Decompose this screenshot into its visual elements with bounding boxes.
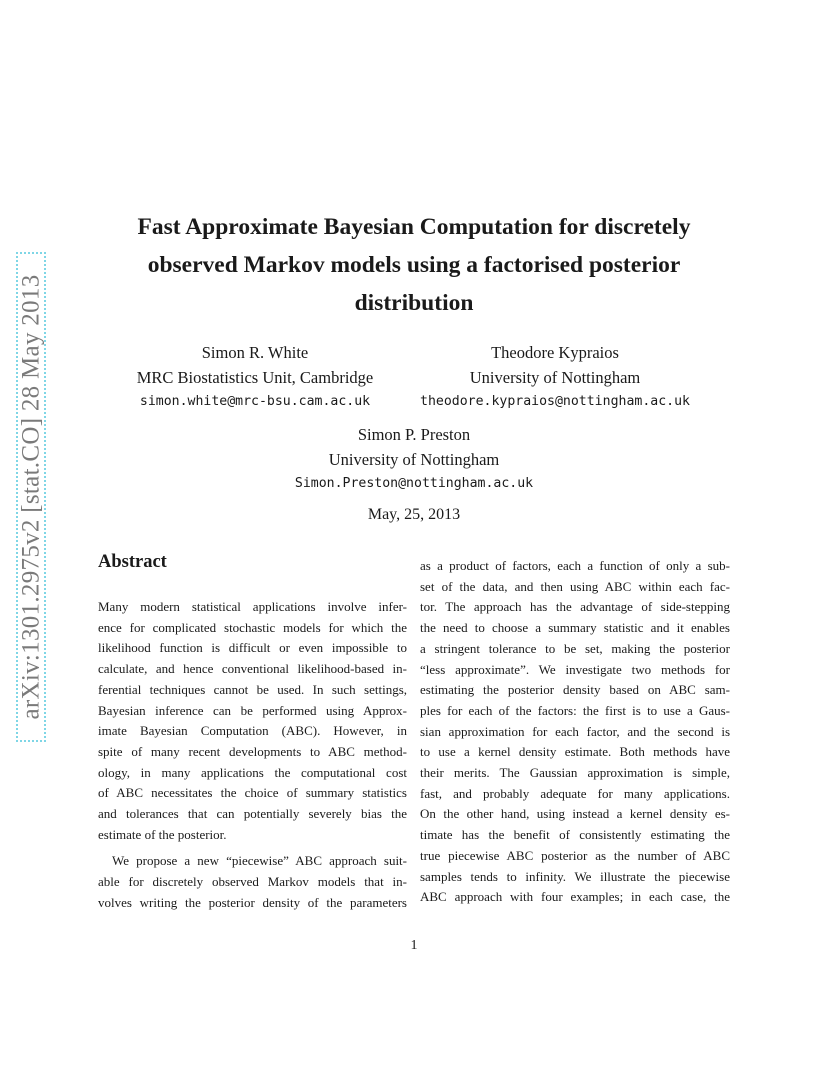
text-line: fast, and probably adequate for many applications. — [420, 785, 730, 801]
text-line: spite of many recent developments to ABC method- — [98, 743, 407, 759]
author-name: Simon P. Preston — [357, 425, 471, 444]
paper-title — [90, 208, 738, 322]
text-line: able for discretely observed Markov models that in- — [98, 874, 407, 890]
text-line: volves writing the posterior density of the parameters — [98, 894, 407, 910]
text-line: set of the data, and then using ABC within each fac- — [420, 578, 730, 594]
title-line: observed Markov models using a factorised posterior — [147, 252, 681, 278]
text-line: On the other hand, using instead a kernel density es- — [420, 806, 730, 822]
text-line: Bayesian inference can be performed using Approx- — [98, 702, 407, 718]
author-block-2 — [405, 341, 705, 415]
author-affiliation: MRC Biostatistics Unit, Cambridge — [136, 367, 374, 387]
author-affiliation: University of Nottingham — [328, 449, 500, 469]
page-number: 1 — [410, 938, 418, 953]
text-line: samples tends to infinity. We illustrate the piecewise — [420, 868, 730, 884]
text-line: sian approximation for each factor, and the second is — [420, 723, 730, 739]
abstract-paragraph-2 — [98, 851, 407, 913]
text-line: estimate of the posterior. — [98, 826, 227, 842]
text-line: of ABC necessitates the choice of summary statistics — [98, 785, 407, 801]
author-email[interactable]: simon.white@mrc-bsu.cam.ac.uk — [139, 394, 371, 409]
text-line: as a product of factors, each a function of only a sub- — [420, 558, 730, 573]
text-line: their merits. The Gaussian approximation is simple, — [420, 765, 730, 781]
text-line: tor. The approach has the advantage of side-stepping — [420, 599, 730, 615]
text-line: likelihood function is difficult or even impossible to — [98, 640, 407, 656]
abstract-right-column — [420, 556, 730, 908]
text-line: true piecewise ABC posterior as the number of ABC — [420, 847, 730, 863]
author-block-1 — [110, 341, 400, 415]
text-line: ology, in many applications the computational cost — [98, 764, 407, 780]
text-line: ferential techniques cannot be used. In such settings, — [98, 681, 407, 697]
paper-date: May, 25, 2013 — [367, 506, 461, 523]
abstract-left-column — [98, 597, 407, 914]
text-line: timate has the benefit of consistently estimating the — [420, 827, 730, 843]
text-line: We propose a new “piecewise” ABC approach suit- — [112, 853, 407, 869]
abstract-paragraph-2-continued — [420, 556, 730, 908]
text-line: ence for complicated stochastic models for which the — [98, 619, 407, 635]
text-line: Many modern statistical applications involve infer- — [98, 599, 407, 614]
text-line: a stringent tolerance to be set, making the posterior — [420, 640, 730, 656]
title-line: distribution — [354, 290, 474, 316]
author-email[interactable]: Simon.Preston@nottingham.ac.uk — [294, 476, 534, 491]
text-line: to use a kernel density estimate. Both methods have — [420, 744, 730, 760]
text-line: ples for each of the factors: the first is to use a Gaus- — [420, 702, 730, 718]
abstract-heading: Abstract — [98, 552, 167, 572]
text-line: imate Bayesian Computation (ABC). However, in — [98, 723, 407, 739]
text-line: the need to choose a summary statistic and it enables — [420, 620, 730, 636]
author-email[interactable]: theodore.kypraios@nottingham.ac.uk — [420, 394, 690, 409]
author-name: Simon R. White — [201, 343, 309, 362]
author-block-3 — [220, 423, 608, 497]
text-line: calculate, and hence conventional likelihood-based in- — [98, 661, 407, 677]
arxiv-stamp-text: arXiv:1301.2975v2 [stat.CO] 28 May 2013 — [17, 274, 44, 720]
arxiv-stamp — [16, 252, 46, 742]
text-line: “less approximate”. We investigate two methods for — [420, 661, 730, 677]
author-affiliation: University of Nottingham — [469, 367, 641, 387]
text-line: ABC approach with four examples; in each case, the — [420, 889, 730, 905]
title-line: Fast Approximate Bayesian Computation for discretely — [137, 214, 691, 240]
text-line: estimating the posterior density based on ABC sam- — [420, 682, 730, 698]
text-line: and tolerances that can potentially severely bias the — [98, 806, 407, 822]
abstract-paragraph-1 — [98, 597, 407, 845]
author-name: Theodore Kypraios — [491, 343, 619, 362]
